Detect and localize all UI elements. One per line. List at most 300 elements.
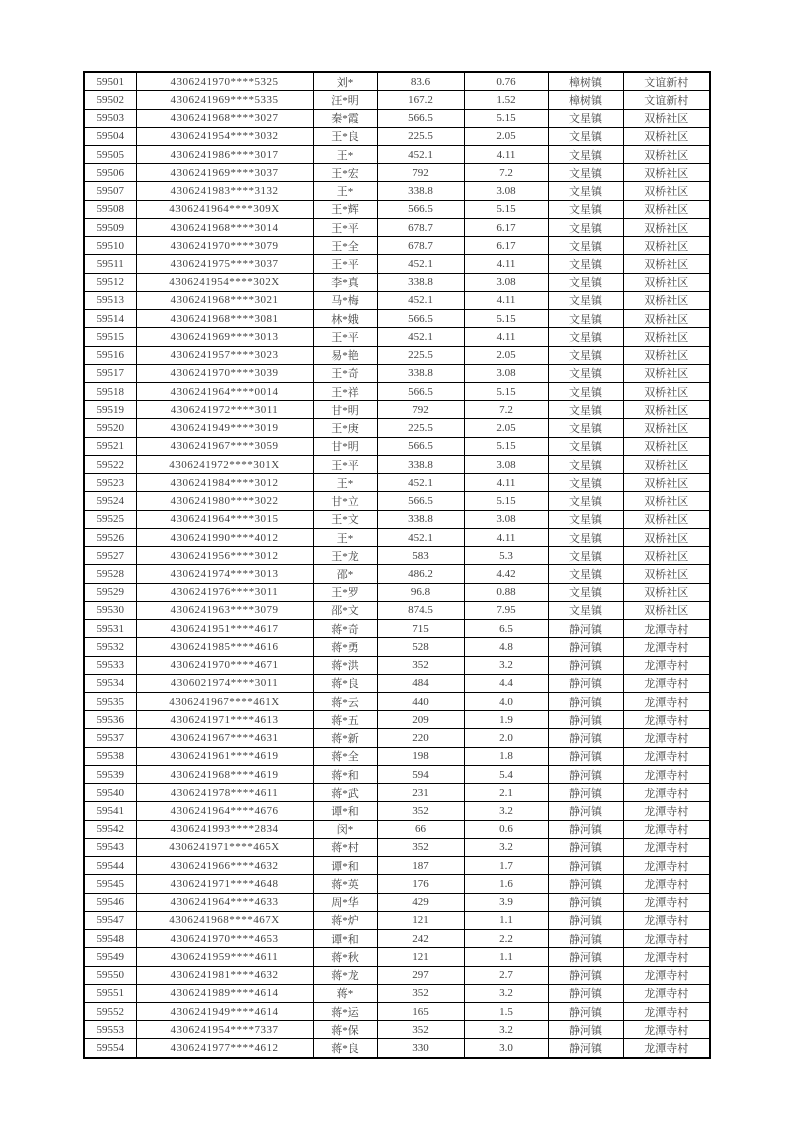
cell-village: 龙潭寺村 bbox=[623, 729, 710, 747]
cell-village: 双桥社区 bbox=[623, 547, 710, 565]
cell-rate: 1.7 bbox=[464, 857, 548, 875]
cell-row-number: 59508 bbox=[84, 200, 136, 218]
cell-village: 龙潭寺村 bbox=[623, 966, 710, 984]
cell-rate: 5.15 bbox=[464, 310, 548, 328]
cell-town: 文星镇 bbox=[548, 528, 623, 546]
cell-person-name: 蒋* bbox=[313, 984, 377, 1002]
cell-id-number: 4306241984****3012 bbox=[136, 474, 313, 492]
cell-village: 龙潭寺村 bbox=[623, 693, 710, 711]
cell-id-number: 4306241986****3017 bbox=[136, 145, 313, 163]
cell-person-name: 谭*和 bbox=[313, 930, 377, 948]
cell-town: 文星镇 bbox=[548, 492, 623, 510]
cell-village: 双桥社区 bbox=[623, 455, 710, 473]
cell-id-number: 4306241966****4632 bbox=[136, 857, 313, 875]
cell-row-number: 59550 bbox=[84, 966, 136, 984]
cell-village: 双桥社区 bbox=[623, 492, 710, 510]
cell-rate: 5.15 bbox=[464, 200, 548, 218]
cell-amount: 452.1 bbox=[377, 474, 464, 492]
cell-village: 双桥社区 bbox=[623, 419, 710, 437]
cell-row-number: 59528 bbox=[84, 565, 136, 583]
cell-id-number: 4306241974****3013 bbox=[136, 565, 313, 583]
cell-town: 静河镇 bbox=[548, 747, 623, 765]
cell-rate: 4.11 bbox=[464, 145, 548, 163]
cell-town: 文星镇 bbox=[548, 346, 623, 364]
cell-id-number: 4306241968****467X bbox=[136, 911, 313, 929]
cell-row-number: 59549 bbox=[84, 948, 136, 966]
cell-amount: 165 bbox=[377, 1002, 464, 1020]
cell-amount: 225.5 bbox=[377, 346, 464, 364]
cell-amount: 297 bbox=[377, 966, 464, 984]
table-row bbox=[84, 455, 710, 473]
cell-row-number: 59552 bbox=[84, 1002, 136, 1020]
table-row bbox=[84, 893, 710, 911]
cell-row-number: 59542 bbox=[84, 820, 136, 838]
cell-amount: 452.1 bbox=[377, 328, 464, 346]
cell-person-name: 甘*立 bbox=[313, 492, 377, 510]
cell-town: 静河镇 bbox=[548, 765, 623, 783]
cell-person-name: 蒋*龙 bbox=[313, 966, 377, 984]
cell-village: 龙潭寺村 bbox=[623, 620, 710, 638]
cell-person-name: 王*良 bbox=[313, 127, 377, 145]
table-row bbox=[84, 273, 710, 291]
cell-village: 文谊新村 bbox=[623, 91, 710, 109]
table-row bbox=[84, 966, 710, 984]
cell-village: 龙潭寺村 bbox=[623, 674, 710, 692]
cell-amount: 176 bbox=[377, 875, 464, 893]
cell-rate: 3.2 bbox=[464, 802, 548, 820]
cell-row-number: 59551 bbox=[84, 984, 136, 1002]
cell-amount: 452.1 bbox=[377, 255, 464, 273]
cell-village: 龙潭寺村 bbox=[623, 838, 710, 856]
cell-rate: 1.5 bbox=[464, 1002, 548, 1020]
cell-amount: 484 bbox=[377, 674, 464, 692]
cell-amount: 452.1 bbox=[377, 291, 464, 309]
cell-town: 文星镇 bbox=[548, 310, 623, 328]
cell-town: 静河镇 bbox=[548, 930, 623, 948]
cell-village: 双桥社区 bbox=[623, 601, 710, 619]
cell-rate: 3.2 bbox=[464, 656, 548, 674]
cell-person-name: 蒋*英 bbox=[313, 875, 377, 893]
cell-town: 文星镇 bbox=[548, 291, 623, 309]
cell-rate: 3.08 bbox=[464, 455, 548, 473]
cell-town: 文星镇 bbox=[548, 547, 623, 565]
cell-id-number: 4306241954****3032 bbox=[136, 127, 313, 145]
cell-id-number: 4306241968****3014 bbox=[136, 218, 313, 236]
cell-town: 樟树镇 bbox=[548, 91, 623, 109]
cell-rate: 3.08 bbox=[464, 182, 548, 200]
table-row bbox=[84, 310, 710, 328]
cell-id-number: 4306241971****4648 bbox=[136, 875, 313, 893]
cell-person-name: 谭*和 bbox=[313, 857, 377, 875]
cell-village: 龙潭寺村 bbox=[623, 857, 710, 875]
cell-rate: 3.2 bbox=[464, 838, 548, 856]
cell-person-name: 王*龙 bbox=[313, 547, 377, 565]
cell-town: 静河镇 bbox=[548, 674, 623, 692]
cell-person-name: 甘*明 bbox=[313, 437, 377, 455]
cell-amount: 242 bbox=[377, 930, 464, 948]
cell-village: 龙潭寺村 bbox=[623, 893, 710, 911]
cell-town: 樟树镇 bbox=[548, 72, 623, 91]
cell-town: 静河镇 bbox=[548, 693, 623, 711]
cell-amount: 338.8 bbox=[377, 455, 464, 473]
table-row bbox=[84, 328, 710, 346]
cell-id-number: 4306241971****4613 bbox=[136, 711, 313, 729]
cell-town: 静河镇 bbox=[548, 948, 623, 966]
cell-rate: 3.0 bbox=[464, 1039, 548, 1058]
cell-id-number: 4306241963****3079 bbox=[136, 601, 313, 619]
cell-rate: 7.95 bbox=[464, 601, 548, 619]
cell-person-name: 王*罗 bbox=[313, 583, 377, 601]
table-row bbox=[84, 401, 710, 419]
table-row bbox=[84, 109, 710, 127]
cell-village: 双桥社区 bbox=[623, 328, 710, 346]
table-row bbox=[84, 656, 710, 674]
cell-row-number: 59547 bbox=[84, 911, 136, 929]
cell-amount: 566.5 bbox=[377, 200, 464, 218]
cell-amount: 330 bbox=[377, 1039, 464, 1058]
cell-rate: 1.6 bbox=[464, 875, 548, 893]
cell-village: 龙潭寺村 bbox=[623, 711, 710, 729]
cell-rate: 6.17 bbox=[464, 218, 548, 236]
table-row bbox=[84, 200, 710, 218]
cell-rate: 0.88 bbox=[464, 583, 548, 601]
cell-rate: 4.8 bbox=[464, 638, 548, 656]
cell-amount: 121 bbox=[377, 948, 464, 966]
table-row bbox=[84, 182, 710, 200]
cell-person-name: 蒋*保 bbox=[313, 1021, 377, 1039]
cell-id-number: 4306241972****301X bbox=[136, 455, 313, 473]
cell-rate: 1.9 bbox=[464, 711, 548, 729]
cell-rate: 4.11 bbox=[464, 291, 548, 309]
cell-village: 龙潭寺村 bbox=[623, 765, 710, 783]
cell-row-number: 59537 bbox=[84, 729, 136, 747]
cell-person-name: 蒋*勇 bbox=[313, 638, 377, 656]
cell-town: 静河镇 bbox=[548, 966, 623, 984]
table-row bbox=[84, 291, 710, 309]
cell-amount: 167.2 bbox=[377, 91, 464, 109]
cell-amount: 566.5 bbox=[377, 109, 464, 127]
cell-person-name: 王*文 bbox=[313, 510, 377, 528]
cell-rate: 0.76 bbox=[464, 72, 548, 91]
cell-rate: 6.17 bbox=[464, 237, 548, 255]
cell-person-name: 马*梅 bbox=[313, 291, 377, 309]
cell-id-number: 4306241954****7337 bbox=[136, 1021, 313, 1039]
cell-town: 静河镇 bbox=[548, 1021, 623, 1039]
cell-town: 文星镇 bbox=[548, 218, 623, 236]
cell-town: 静河镇 bbox=[548, 802, 623, 820]
cell-town: 文星镇 bbox=[548, 364, 623, 382]
cell-town: 文星镇 bbox=[548, 474, 623, 492]
cell-town: 静河镇 bbox=[548, 893, 623, 911]
table-row bbox=[84, 930, 710, 948]
cell-row-number: 59507 bbox=[84, 182, 136, 200]
cell-person-name: 李*真 bbox=[313, 273, 377, 291]
cell-amount: 352 bbox=[377, 838, 464, 856]
cell-person-name: 蒋*云 bbox=[313, 693, 377, 711]
cell-amount: 338.8 bbox=[377, 364, 464, 382]
cell-row-number: 59506 bbox=[84, 164, 136, 182]
cell-village: 龙潭寺村 bbox=[623, 784, 710, 802]
table-row bbox=[84, 364, 710, 382]
cell-row-number: 59502 bbox=[84, 91, 136, 109]
cell-rate: 5.15 bbox=[464, 492, 548, 510]
cell-row-number: 59504 bbox=[84, 127, 136, 145]
cell-town: 静河镇 bbox=[548, 711, 623, 729]
cell-id-number: 4306241970****3079 bbox=[136, 237, 313, 255]
cell-id-number: 4306241969****3013 bbox=[136, 328, 313, 346]
cell-rate: 4.42 bbox=[464, 565, 548, 583]
cell-row-number: 59548 bbox=[84, 930, 136, 948]
cell-id-number: 4306241964****4633 bbox=[136, 893, 313, 911]
cell-person-name: 蒋*村 bbox=[313, 838, 377, 856]
cell-person-name: 谭*和 bbox=[313, 802, 377, 820]
table-row bbox=[84, 1039, 710, 1058]
cell-village: 双桥社区 bbox=[623, 474, 710, 492]
cell-amount: 440 bbox=[377, 693, 464, 711]
cell-rate: 1.1 bbox=[464, 911, 548, 929]
cell-row-number: 59516 bbox=[84, 346, 136, 364]
cell-row-number: 59535 bbox=[84, 693, 136, 711]
cell-person-name: 王*平 bbox=[313, 255, 377, 273]
cell-id-number: 4306241954****302X bbox=[136, 273, 313, 291]
table-row bbox=[84, 437, 710, 455]
cell-row-number: 59518 bbox=[84, 383, 136, 401]
cell-rate: 5.15 bbox=[464, 109, 548, 127]
cell-row-number: 59524 bbox=[84, 492, 136, 510]
cell-id-number: 4306241968****3027 bbox=[136, 109, 313, 127]
cell-person-name: 王*宏 bbox=[313, 164, 377, 182]
cell-person-name: 甘*明 bbox=[313, 401, 377, 419]
cell-rate: 3.2 bbox=[464, 1021, 548, 1039]
cell-rate: 4.4 bbox=[464, 674, 548, 692]
cell-village: 双桥社区 bbox=[623, 364, 710, 382]
cell-town: 文星镇 bbox=[548, 437, 623, 455]
cell-amount: 429 bbox=[377, 893, 464, 911]
table-row bbox=[84, 711, 710, 729]
table-row bbox=[84, 91, 710, 109]
cell-rate: 5.15 bbox=[464, 437, 548, 455]
cell-amount: 121 bbox=[377, 911, 464, 929]
cell-person-name: 王* bbox=[313, 182, 377, 200]
table-row bbox=[84, 1002, 710, 1020]
cell-row-number: 59529 bbox=[84, 583, 136, 601]
cell-row-number: 59531 bbox=[84, 620, 136, 638]
cell-id-number: 4306241964****0014 bbox=[136, 383, 313, 401]
table-row bbox=[84, 784, 710, 802]
table-row bbox=[84, 164, 710, 182]
cell-row-number: 59536 bbox=[84, 711, 136, 729]
cell-town: 静河镇 bbox=[548, 1002, 623, 1020]
cell-rate: 7.2 bbox=[464, 401, 548, 419]
cell-town: 静河镇 bbox=[548, 784, 623, 802]
cell-village: 双桥社区 bbox=[623, 273, 710, 291]
cell-person-name: 易*艳 bbox=[313, 346, 377, 364]
cell-row-number: 59519 bbox=[84, 401, 136, 419]
cell-person-name: 蒋*五 bbox=[313, 711, 377, 729]
cell-row-number: 59510 bbox=[84, 237, 136, 255]
cell-person-name: 蒋*全 bbox=[313, 747, 377, 765]
cell-village: 双桥社区 bbox=[623, 401, 710, 419]
cell-rate: 0.6 bbox=[464, 820, 548, 838]
cell-town: 文星镇 bbox=[548, 182, 623, 200]
cell-village: 双桥社区 bbox=[623, 383, 710, 401]
cell-person-name: 王*平 bbox=[313, 218, 377, 236]
cell-amount: 96.8 bbox=[377, 583, 464, 601]
cell-town: 静河镇 bbox=[548, 857, 623, 875]
cell-rate: 5.15 bbox=[464, 383, 548, 401]
table-row bbox=[84, 145, 710, 163]
cell-id-number: 4306241977****4612 bbox=[136, 1039, 313, 1058]
cell-town: 文星镇 bbox=[548, 565, 623, 583]
cell-person-name: 王* bbox=[313, 474, 377, 492]
cell-row-number: 59501 bbox=[84, 72, 136, 91]
table-row bbox=[84, 528, 710, 546]
cell-row-number: 59523 bbox=[84, 474, 136, 492]
cell-rate: 3.9 bbox=[464, 893, 548, 911]
cell-village: 龙潭寺村 bbox=[623, 875, 710, 893]
cell-id-number: 4306241970****3039 bbox=[136, 364, 313, 382]
cell-rate: 3.2 bbox=[464, 984, 548, 1002]
cell-village: 双桥社区 bbox=[623, 127, 710, 145]
cell-rate: 3.08 bbox=[464, 510, 548, 528]
cell-person-name: 闵* bbox=[313, 820, 377, 838]
cell-rate: 4.0 bbox=[464, 693, 548, 711]
cell-village: 双桥社区 bbox=[623, 565, 710, 583]
cell-row-number: 59527 bbox=[84, 547, 136, 565]
cell-person-name: 林*娥 bbox=[313, 310, 377, 328]
cell-person-name: 王*辉 bbox=[313, 200, 377, 218]
cell-row-number: 59522 bbox=[84, 455, 136, 473]
cell-town: 文星镇 bbox=[548, 273, 623, 291]
cell-town: 静河镇 bbox=[548, 911, 623, 929]
cell-person-name: 邵*文 bbox=[313, 601, 377, 619]
cell-amount: 678.7 bbox=[377, 237, 464, 255]
cell-rate: 1.8 bbox=[464, 747, 548, 765]
cell-amount: 66 bbox=[377, 820, 464, 838]
cell-village: 龙潭寺村 bbox=[623, 1039, 710, 1058]
cell-village: 双桥社区 bbox=[623, 346, 710, 364]
cell-amount: 352 bbox=[377, 984, 464, 1002]
cell-id-number: 4306241968****3081 bbox=[136, 310, 313, 328]
cell-town: 静河镇 bbox=[548, 638, 623, 656]
cell-id-number: 4306241951****4617 bbox=[136, 620, 313, 638]
cell-amount: 792 bbox=[377, 164, 464, 182]
cell-rate: 4.11 bbox=[464, 528, 548, 546]
cell-village: 龙潭寺村 bbox=[623, 802, 710, 820]
cell-town: 文星镇 bbox=[548, 510, 623, 528]
cell-row-number: 59521 bbox=[84, 437, 136, 455]
cell-row-number: 59526 bbox=[84, 528, 136, 546]
cell-row-number: 59509 bbox=[84, 218, 136, 236]
cell-id-number: 4306241968****3021 bbox=[136, 291, 313, 309]
table-row bbox=[84, 838, 710, 856]
cell-amount: 792 bbox=[377, 401, 464, 419]
cell-person-name: 蒋*秋 bbox=[313, 948, 377, 966]
cell-village: 双桥社区 bbox=[623, 237, 710, 255]
cell-row-number: 59532 bbox=[84, 638, 136, 656]
table-row bbox=[84, 747, 710, 765]
table-row bbox=[84, 547, 710, 565]
cell-village: 双桥社区 bbox=[623, 200, 710, 218]
cell-village: 双桥社区 bbox=[623, 437, 710, 455]
cell-amount: 583 bbox=[377, 547, 464, 565]
cell-row-number: 59534 bbox=[84, 674, 136, 692]
table-row bbox=[84, 346, 710, 364]
cell-id-number: 4306241964****4676 bbox=[136, 802, 313, 820]
cell-row-number: 59511 bbox=[84, 255, 136, 273]
cell-town: 文星镇 bbox=[548, 601, 623, 619]
cell-row-number: 59514 bbox=[84, 310, 136, 328]
cell-row-number: 59517 bbox=[84, 364, 136, 382]
table-row bbox=[84, 218, 710, 236]
cell-town: 文星镇 bbox=[548, 328, 623, 346]
cell-id-number: 4306241967****3059 bbox=[136, 437, 313, 455]
cell-town: 文星镇 bbox=[548, 145, 623, 163]
cell-id-number: 4306241993****2834 bbox=[136, 820, 313, 838]
cell-town: 静河镇 bbox=[548, 875, 623, 893]
table-row bbox=[84, 583, 710, 601]
cell-rate: 2.0 bbox=[464, 729, 548, 747]
cell-id-number: 4306241967****461X bbox=[136, 693, 313, 711]
cell-town: 文星镇 bbox=[548, 455, 623, 473]
cell-town: 文星镇 bbox=[548, 237, 623, 255]
cell-id-number: 4306241956****3012 bbox=[136, 547, 313, 565]
cell-row-number: 59546 bbox=[84, 893, 136, 911]
cell-row-number: 59525 bbox=[84, 510, 136, 528]
cell-id-number: 4306241980****3022 bbox=[136, 492, 313, 510]
cell-id-number: 4306241967****4631 bbox=[136, 729, 313, 747]
cell-village: 双桥社区 bbox=[623, 291, 710, 309]
cell-rate: 4.11 bbox=[464, 474, 548, 492]
cell-person-name: 王*庚 bbox=[313, 419, 377, 437]
cell-amount: 566.5 bbox=[377, 492, 464, 510]
cell-person-name: 蒋*武 bbox=[313, 784, 377, 802]
cell-amount: 452.1 bbox=[377, 528, 464, 546]
cell-town: 文星镇 bbox=[548, 383, 623, 401]
cell-id-number: 4306241949****4614 bbox=[136, 1002, 313, 1020]
table-row bbox=[84, 237, 710, 255]
cell-town: 文星镇 bbox=[548, 419, 623, 437]
cell-row-number: 59515 bbox=[84, 328, 136, 346]
cell-amount: 678.7 bbox=[377, 218, 464, 236]
cell-person-name: 邵* bbox=[313, 565, 377, 583]
cell-amount: 225.5 bbox=[377, 419, 464, 437]
cell-amount: 338.8 bbox=[377, 273, 464, 291]
cell-town: 文星镇 bbox=[548, 127, 623, 145]
cell-person-name: 王*奇 bbox=[313, 364, 377, 382]
table-row bbox=[84, 620, 710, 638]
table-row bbox=[84, 72, 710, 91]
cell-id-number: 4306241985****4616 bbox=[136, 638, 313, 656]
cell-person-name: 蒋*奇 bbox=[313, 620, 377, 638]
table-row bbox=[84, 638, 710, 656]
cell-amount: 528 bbox=[377, 638, 464, 656]
cell-amount: 338.8 bbox=[377, 510, 464, 528]
table-row bbox=[84, 911, 710, 929]
cell-village: 双桥社区 bbox=[623, 528, 710, 546]
cell-village: 龙潭寺村 bbox=[623, 948, 710, 966]
cell-amount: 452.1 bbox=[377, 145, 464, 163]
cell-amount: 566.5 bbox=[377, 437, 464, 455]
table-row bbox=[84, 984, 710, 1002]
cell-amount: 352 bbox=[377, 1021, 464, 1039]
table-row bbox=[84, 802, 710, 820]
cell-village: 双桥社区 bbox=[623, 182, 710, 200]
cell-village: 双桥社区 bbox=[623, 109, 710, 127]
cell-rate: 5.3 bbox=[464, 547, 548, 565]
cell-rate: 3.08 bbox=[464, 273, 548, 291]
cell-id-number: 4306241964****309X bbox=[136, 200, 313, 218]
